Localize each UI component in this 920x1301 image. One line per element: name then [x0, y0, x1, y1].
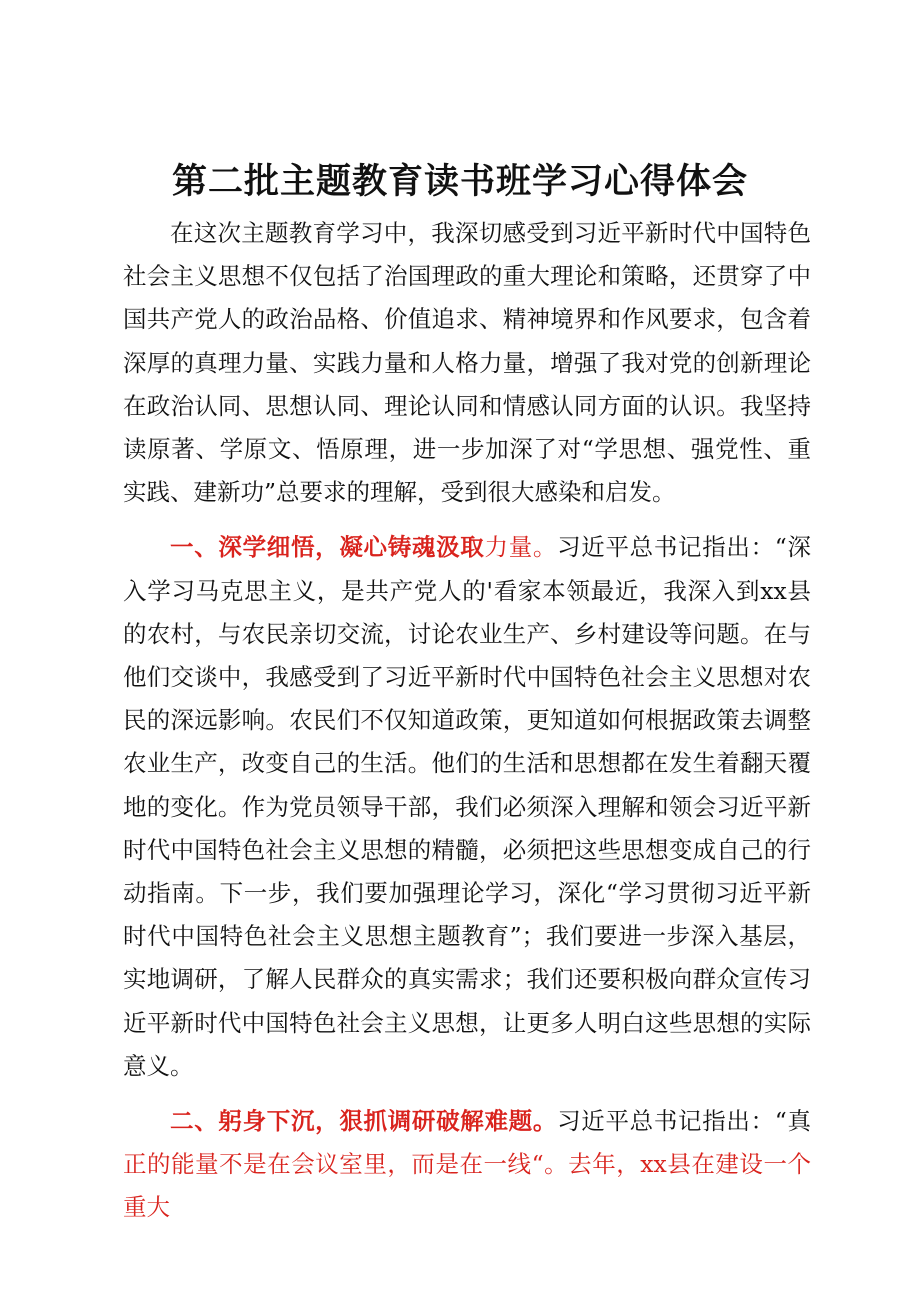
paragraph-text: 在这次主题教育学习中，我深切感受到习近平新时代中国特色社会主义思想不仅包括了治国理政的重大理论和策略，还贯穿了中国共产党人的政治品格、价值追求、精神境界和作风要求，包含着深厚的真理力量、实践力量和人格力量，增强了我对党的创新理论在政治认同、思想认同、理论认同和情感认同方面的认识。我坚持读原著、学原文、悟原理，进一步加深了对“学思想、强党性、重实践、建新功”总要求的理解，受到很大感染和启发。	[123, 219, 811, 507]
section-2-heading: 二、躬身下沉，狠抓调研破解难题。	[170, 1107, 558, 1136]
paragraph-intro	[123, 212, 811, 514]
section-1-heading: 一、深学细悟，凝心铸魂汲取	[170, 533, 485, 562]
paragraph-section-2	[123, 1100, 811, 1230]
section-2-text-red: 正的能量不是在会议室里，而是在一线“。去年，xx县在建设一个重大	[123, 1150, 811, 1222]
section-1-text: 习近平总书记指出：“深入学习马克思主义，是共产党人的'看家本领最近，我深入到xx县的农村，与农民亲切交流，讨论农业生产、乡村建设等问题。在与他们交谈中，我感受到了习近平新时代中国特色社会主义思想对农民的深远影响。农民们不仅知道政策，更知道如何根据政策去调整农业生产，改变自己的生活。他们的生活和思想都在发生着翻天覆地的变化。作为党员领导干部，我们必须深入理解和领会习近平新时代中国特色社会主义思想的精髓，必须把这些思想变成自己的行动指南。下一步，我们要加强理论学习，深化“学习贯彻习近平新时代中国特色社会主义思想主题教育”；我们要进一步深入基层，实地调研，了解人民群众的真实需求；我们还要积极向群众宣传习近平新时代中国特色社会主义思想，让更多人明白这些思想的实际意义。	[123, 533, 812, 1080]
document-body	[123, 212, 811, 1230]
paragraph-section-1	[123, 526, 811, 1088]
document-title: 第二批主题教育读书班学习心得体会	[171, 162, 748, 202]
section-1-heading-tail: 力量。	[484, 533, 558, 562]
section-2-text: 习近平总书记指出：“真	[557, 1107, 812, 1136]
